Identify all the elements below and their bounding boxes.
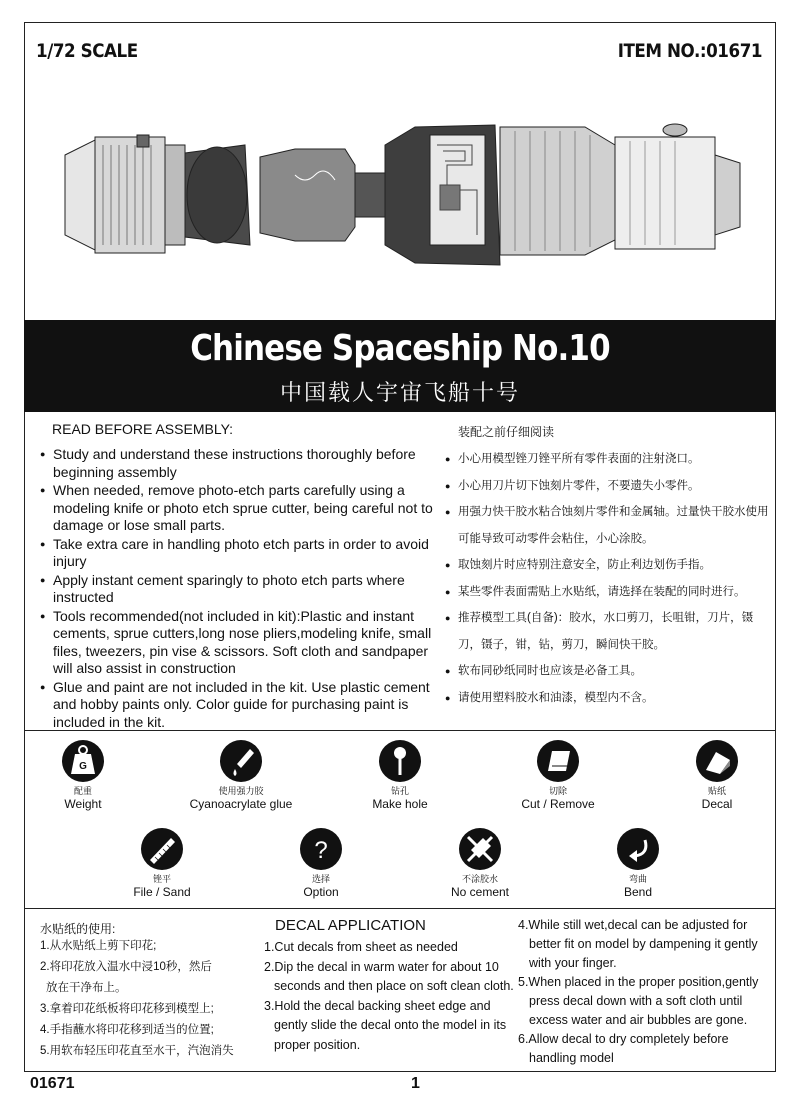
symbol-decal: 贴纸 Decal <box>647 740 787 811</box>
bend-icon <box>617 828 659 870</box>
list-item: ● Apply instant cement sparingly to photo etch parts where instructed <box>40 572 440 607</box>
svg-text:G: G <box>79 761 87 772</box>
title-chinese: 中国载人宇宙飞船十号 <box>279 380 520 405</box>
list-item: ● 推荐模型工具(自备)：胶水，水口剪刀，长咀钳，刀片，镊刀，镊子，钳，钻，剪刀，瞬间快干胶。 <box>445 605 770 658</box>
list-item: 3.Hold the decal backing sheet edge and <box>264 998 491 1013</box>
water-decal-title: 水贴纸的使用: <box>40 922 116 936</box>
list-item: ● Take extra care in handling photo etch parts in order to avoid injury <box>40 536 440 571</box>
question-icon <box>300 828 342 870</box>
title-band <box>24 320 776 412</box>
svg-text:?: ? <box>314 837 328 864</box>
cut-icon <box>537 740 579 782</box>
zh-notes-title: 装配之前仔细阅读 <box>458 425 555 439</box>
list-item: gently slide the decal onto the model in its <box>274 1018 507 1032</box>
list-item: 2.将印花放入温水中浸10秒，然后 <box>40 961 212 973</box>
read-before-list <box>40 446 440 732</box>
list-item: ● 用强力快干胶水粘合蚀刻片零件和金属轴。过量快干胶水使用可能导致可动零件会粘住，小心涂胶。 <box>445 499 770 552</box>
symbol-bend: 弯曲 Bend <box>568 828 708 899</box>
read-before-title: READ BEFORE ASSEMBLY: <box>52 421 234 437</box>
decal-steps-a <box>264 938 524 1055</box>
list-item: ● Glue and paint are not included in the kit. Use plastic cement and hobby paints only. Color guide for purchasing paint is included in the kit. <box>40 679 440 732</box>
list-item: ● 小心用刀片切下蚀刻片零件，不要遗失小零件。 <box>445 473 770 500</box>
footer-item-code: 01671 <box>30 1075 75 1092</box>
no-cement-icon <box>459 828 501 870</box>
list-item: press decal down with a soft cloth until <box>529 994 743 1008</box>
symbol-option: ? 选择 Option <box>251 828 391 899</box>
decal-icon <box>696 740 738 782</box>
drill-icon <box>379 740 421 782</box>
symbol-weight: G 配重 Weight <box>13 740 153 811</box>
title-english: Chinese Spaceship No.10 <box>190 328 610 369</box>
list-item: seconds and then place on soft clean cloth. <box>274 979 514 993</box>
water-decal-list <box>40 936 260 1062</box>
list-item: ● 请使用塑料胶水和油漆，模型内不含。 <box>445 685 770 712</box>
list-item: 5.用软布轻压印花直至水干，汽泡消失 <box>40 1045 234 1057</box>
glue-icon <box>220 740 262 782</box>
zh-notes-list <box>445 446 770 711</box>
decal-application-title: DECAL APPLICATION <box>275 917 426 934</box>
list-item: ● Tools recommended(not included in kit):Plastic and instant cements, sprue cutters,long nose pliers,modeling knife, small files, tweezers, pin vise & scissors. Soft cloth and sandpaper will also assist in construction <box>40 608 440 678</box>
list-item: 4.While still wet,decal can be adjusted for <box>518 918 748 932</box>
list-item: 3.拿着印花纸板将印花移到模型上; <box>40 1003 214 1015</box>
list-item: 5.When placed in the proper position,gently <box>518 975 759 989</box>
list-item: 2.Dip the decal in warm water for about 10 <box>264 959 499 974</box>
list-item: ● 小心用模型锉刀锉平所有零件表面的注射浇口。 <box>445 446 770 473</box>
list-item: ● 取蚀刻片时应特别注意安全，防止利边划伤手指。 <box>445 552 770 579</box>
list-item: 4.手指蘸水将印花移到适当的位置; <box>40 1024 214 1036</box>
weight-icon <box>62 740 104 782</box>
symbol-file: 锉平 File / Sand <box>92 828 232 899</box>
list-item: ● 某些零件表面需贴上水贴纸，请选择在装配的同时进行。 <box>445 579 770 606</box>
list-item: handling model <box>529 1051 614 1065</box>
list-item: excess water and air bubbles are gone. <box>529 1013 748 1027</box>
file-icon <box>141 828 183 870</box>
symbol-drill: 钻孔 Make hole <box>330 740 470 811</box>
scale-label: 1/72 SCALE <box>36 40 138 62</box>
page-number: 1 <box>411 1075 420 1092</box>
list-item: ● Study and understand these instructions thoroughly before beginning assembly <box>40 446 440 481</box>
list-item: 1.Cut decals from sheet as needed <box>264 940 458 954</box>
item-number: ITEM NO.:01671 <box>617 40 762 62</box>
list-item: ● 软布同砂纸同时也应该是必备工具。 <box>445 658 770 685</box>
list-item: 放在干净布上。 <box>46 982 127 994</box>
list-item: proper position. <box>274 1037 361 1052</box>
symbol-cut: 切除 Cut / Remove <box>488 740 628 811</box>
list-item: 6.Allow decal to dry completely before <box>518 1032 729 1046</box>
list-item: ● When needed, remove photo-etch parts carefully using a modeling knife or photo etch sprue cutter, being careful not to damage or lose small parts. <box>40 482 440 535</box>
symbol-glue: 使用强力胶 Cyanoacrylate glue <box>171 740 311 811</box>
spaceship-illustration <box>45 115 755 275</box>
list-item: 1.从水贴纸上剪下印花; <box>40 940 157 952</box>
list-item: better fit on model by dampening it gently <box>529 937 758 951</box>
decal-steps-b <box>518 916 768 1068</box>
symbol-no-cement: 不涂胶水 No cement <box>410 828 550 899</box>
list-item: with your finger. <box>529 956 617 970</box>
divider <box>24 730 776 731</box>
divider <box>24 908 776 909</box>
